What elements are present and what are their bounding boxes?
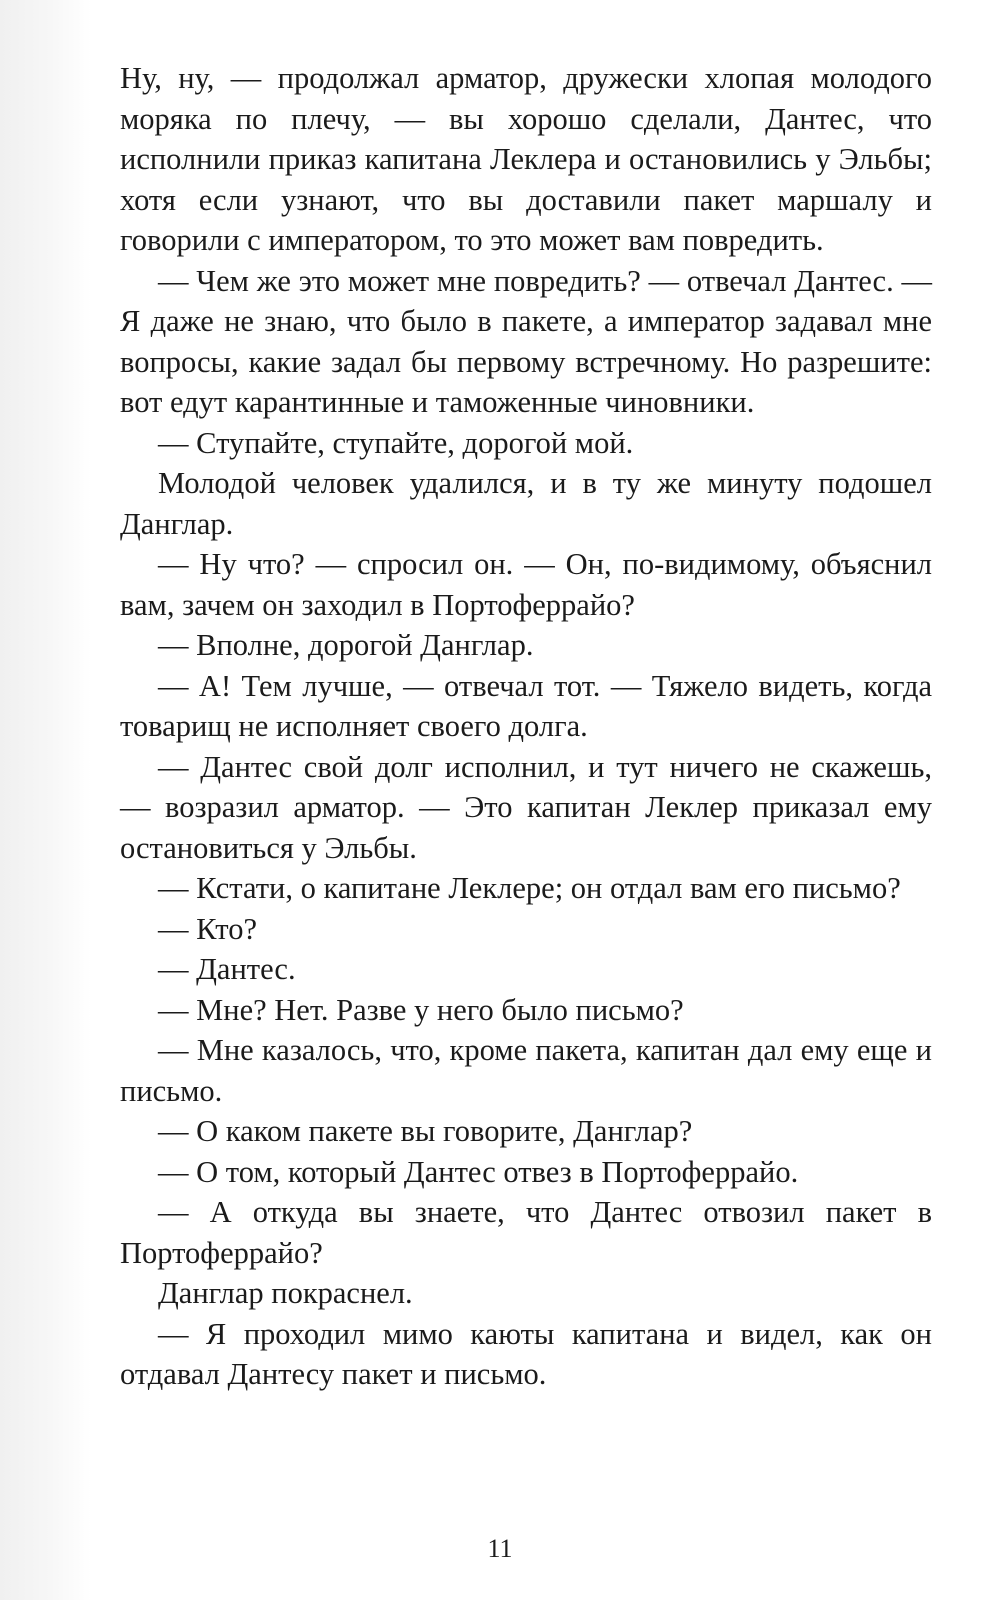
- paragraph: — Чем же это может мне повредить? — отвечал Дантес. — Я даже не знаю, что было в пакете, а император задавал мне вопросы, какие задал бы первому встречному. Но разрешите: вот едут карантинные и таможенные чиновники.: [120, 263, 932, 419]
- paragraph: — Ну что? — спросил он. — Он, по-видимому, объяснил вам, зачем он заходил в Портоферрайо?: [120, 547, 932, 622]
- paragraph: — О том, который Дантес отвез в Портоферрайо.: [158, 1154, 799, 1189]
- paragraph: — О каком пакете вы говорите, Данглар?: [158, 1114, 693, 1148]
- paragraph: — Дантес.: [158, 952, 296, 986]
- paragraph: Молодой человек удалился, и в ту же минуту подошел Данглар.: [120, 466, 932, 541]
- page-number: 11: [487, 1534, 513, 1563]
- paragraph: — Вполне, дорогой Данглар.: [158, 628, 534, 662]
- paragraph: Данглар покраснел.: [158, 1276, 413, 1310]
- paragraph: — Мне казалось, что, кроме пакета, капитан дал ему еще и письмо.: [120, 1033, 932, 1108]
- paragraph: — А! Тем лучше, — отвечал тот. — Тяжело видеть, когда товарищ не исполняет своего долга.: [120, 668, 932, 743]
- scan-shadow-edge: [0, 0, 92, 1600]
- body-text: [120, 58, 932, 1395]
- paragraph: — Мне? Нет. Разве у него было письмо?: [158, 992, 684, 1027]
- paragraph: — Кстати, о капитане Леклере; он отдал вам его письмо?: [158, 871, 901, 905]
- paragraph: — Я проходил мимо каюты капитана и видел, как он отдавал Дантесу пакет и письмо.: [120, 1316, 932, 1391]
- paragraph: — Кто?: [158, 911, 258, 946]
- paragraph: — А откуда вы знаете, что Дантес отвозил пакет в Портоферрайо?: [120, 1195, 932, 1270]
- paragraph: — Ступайте, ступайте, дорогой мой.: [158, 425, 634, 460]
- paragraph: Ну, ну, — продолжал арматор, дружески хлопая молодого моряка по плечу, — вы хорошо сделали, Дантес, что исполнили приказ капитана Леклера и остановились у Эльбы; хотя если узнают, что вы доставили пакет маршалу и говорили с императором, то это может вам повредить.: [120, 61, 932, 257]
- paragraph: — Дантес свой долг исполнил, и тут ничего не скажешь, — возразил арматор. — Это капитан Леклер приказал ему остановиться у Эльбы.: [120, 749, 932, 865]
